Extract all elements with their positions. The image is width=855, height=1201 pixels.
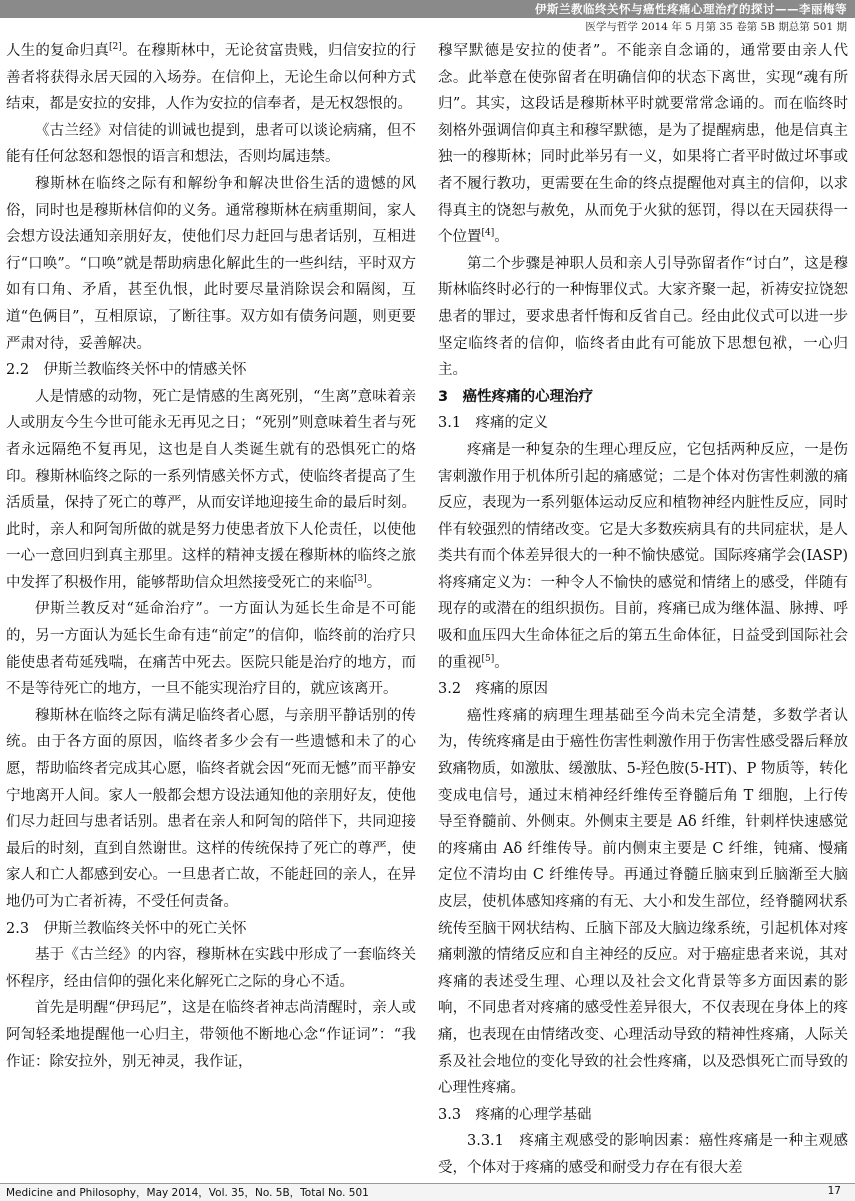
paragraph: 《古兰经》对信徒的训诫也提到，患者可以谈论病痛，但不能有任何忿怒和怨恨的语言和想法，否则均属违禁。	[6, 122, 416, 166]
section-heading-3-2: 3.2 疼痛的原因	[438, 681, 549, 698]
paragraph: 第二个步骤是神职人员和亲人引导弥留者作“讨白”，这是穆斯林临终时必行的一种悔罪仪式。大家齐聚一起，祈祷安拉饶恕患者的罪过，要求患者忏悔和反省自己。经由此仪式可以进一步坚定临终者的信仰，临终者由此有可能放下思想包袱，一心归主。	[438, 255, 848, 379]
section-heading-3-1: 3.1 疼痛的定义	[438, 415, 549, 432]
left-column	[6, 38, 416, 1075]
right-column	[438, 38, 848, 1182]
citation-ref[interactable]: [2]	[109, 42, 122, 53]
running-title: 伊斯兰教临终关怀与癌性疼痛心理治疗的探讨——李丽梅等	[535, 2, 847, 16]
paragraph: 首先是明醒“伊玛尼”，这是在临终者神志尚清醒时，亲人或阿訇轻柔地提醒他一心归主，带领他不断地心念“作证词”：“我作证：除安拉外，别无神灵，我作证，	[6, 1000, 416, 1070]
section-heading-2-2: 2.2 伊斯兰教临终关怀中的情感关怀	[6, 362, 247, 379]
page-footer	[0, 1183, 855, 1201]
citation-ref[interactable]: [3]	[354, 574, 367, 585]
paragraph: 疼痛是一种复杂的生理心理反应，它包括两种反应，一是伤害刺激作用于机体所引起的痛感觉；二是个体对伤害性刺激的痛反应，表现为一系列躯体运动反应和植物神经内脏性反应，同时伴有较强烈的情绪改变。它是大多数疾病具有的共同症状，是人类共有而个体差异很大的一种不愉快感觉。国际疼痛学会(IASP)将疼痛定义为：一种令人不愉快的感觉和情绪上的感受，伴随有现存的或潜在的组织损伤。目前，疼痛已成为继体温、脉搏、呼吸和血压四大生命体征之后的第五生命体征，日益受到国际社会的重视[5]。	[438, 441, 848, 671]
page-number: 17	[827, 1185, 841, 1197]
issue-line: 医学与哲学 2014 年 5 月第 35 卷第 5B 期总第 501 期	[585, 21, 847, 33]
citation-ref[interactable]: [5]	[481, 653, 495, 664]
paragraph: 穆斯林在临终之际有满足临终者心愿，与亲朋平静话别的传统。由于各方面的原因，临终者多少会有一些遗憾和未了的心愿，帮助临终者完成其心愿，临终者就会因“死而无憾”而平静安宁地离开人间。家人一般都会想方设法通知他的亲朋好友，使他们尽力赶回与患者话别。患者在亲人和阿訇的陪伴下，共同迎接最后的时刻，直到自然谢世。这样的传统保持了死亡的尊严，使家人和亡人都感到安心。一旦患者亡故，不能赶回的亲人，在异地仍可为亡者祈祷，不受任何责备。	[6, 707, 416, 910]
paragraph: 伊斯兰教反对“延命治疗”。一方面认为延长生命是不可能的，另一方面认为延长生命有违“前定”的信仰，临终前的治疗只能使患者苟延残喘，在痛苦中死去。医院只能是治疗的地方，而不是等待死亡的地方，一旦不能实现治疗目的，就应该离开。	[6, 601, 416, 698]
section-heading-2-3: 2.3 伊斯兰教临终关怀中的死亡关怀	[6, 920, 247, 937]
section-heading-3-3: 3.3 疼痛的心理学基础	[438, 1106, 592, 1123]
paragraph: 人是情感的动物，死亡是情感的生离死别，“生离”意味着亲人或朋友今生今世可能永无再见之日；“死别”则意味着生者与死者永远隔绝不复再见，这也是自人类诞生就有的恐惧死亡的烙印。穆斯林临终之际的一系列情感关怀方式，使临终者提高了生活质量，保持了死亡的尊严，从而安详地迎接生命的最后时刻。此时，亲人和阿訇所做的就是努力使患者放下人伦责任，以使他一心一意回归到真主那里。这样的精神支援在穆斯林的临终之旅中发挥了积极作用，能够帮助信众坦然接受死亡的来临[3]。	[6, 388, 416, 591]
paragraph: 穆斯林在临终之际有和解纷争和解决世俗生活的遗憾的风俗，同时也是穆斯林信仰的义务。通常穆斯林在病重期间，家人会想方设法通知亲朋好友，使他们尽力赶回与患者话别，互相进行“口唤”。“口唤”就是帮助病患化解此生的一些纠结，平时双方如有口角、矛盾，甚至仇恨，此时要尽量消除误会和隔阂，互道“色俩目”，互相原谅，了断往事。双方如有债务问题，则更要严肃对待，妥善解决。	[6, 175, 416, 352]
paragraph: 基于《古兰经》的内容，穆斯林在实践中形成了一套临终关怀程序，经由信仰的强化来化解死亡之际的身心不适。	[6, 947, 416, 990]
footer-journal-info: Medicine and Philosophy，May 2014，Vol. 35，No. 5B，Total No. 501	[6, 1187, 369, 1199]
citation-ref[interactable]: [4]	[481, 228, 495, 239]
section-heading-3: 3 癌性疼痛的心理治疗	[438, 388, 594, 405]
paragraph: 穆罕默德是安拉的使者”。不能亲自念诵的，通常要由亲人代念。此举意在使弥留者在明确信仰的状态下离世，实现“魂有所归”。其实，这段话是穆斯林平时就要常常念诵的。而在临终时刻格外强调信仰真主和穆罕默德，是为了提醒病患，他是信真主独一的穆斯林；同时此举另有一义，如果将亡者平时做过坏事或者不履行教功，更需要在生命的终点提醒他对真主的信仰，以求得真主的饶恕与赦免，从而免于火狱的惩罚，得以在天园获得一个位置[4]。	[438, 43, 848, 246]
paragraph: 人生的复命归真[2]。在穆斯林中，无论贫富贵贱，归信安拉的行善者将获得永居天园的入场券。在信仰上，无论生命以何种方式结束，都是安拉的安排，人作为安拉的信奉者，是无权怨恨的。	[6, 42, 417, 113]
paragraph: 癌性疼痛的病理生理基础至今尚未完全清楚，多数学者认为，传统疼痛是由于癌性伤害性刺激作用于伤害性感受器后释放致痛物质，如激肽、缓激肽、5-羟色胺(5-HT)、P 物质等，转化变成电信号，通过末梢神经纤维传至脊髓后角 T 细胞，上行传导至脊髓前、外侧束。外侧束主要是 Aδ 纤维，针刺样快速感觉的疼痛由 Aδ 纤维传导。前内侧束主要是 C 纤维，钝痛、慢痛定位不清均由 C 纤维传导。再通过脊髓丘脑束到丘脑渐至大脑皮层，使机体感知疼痛的有无、大小和发生部位，经脊髓网状系统传至脑干网状结构、丘脑下部及大脑边缘系统，引起机体对疼痛刺激的情绪反应和自主神经的反应。对于癌症患者来说，其对疼痛的表述受生理、心理以及社会文化背景等多方面因素的影响，不同患者对疼痛的感受性差异很大，不仅表现在身体上的疼痛，也表现在由情绪改变、心理活动导致的精神性疼痛，人际关系及社会地位的变化导致的社会性疼痛，以及恐惧死亡而导致的心理性疼痛。	[438, 707, 848, 1097]
running-header-bar	[0, 0, 855, 18]
paragraph: 3.3.1 疼痛主观感受的影响因素：癌性疼痛是一种主观感受，个体对于疼痛的感受和耐受力存在有很大差	[438, 1133, 848, 1176]
